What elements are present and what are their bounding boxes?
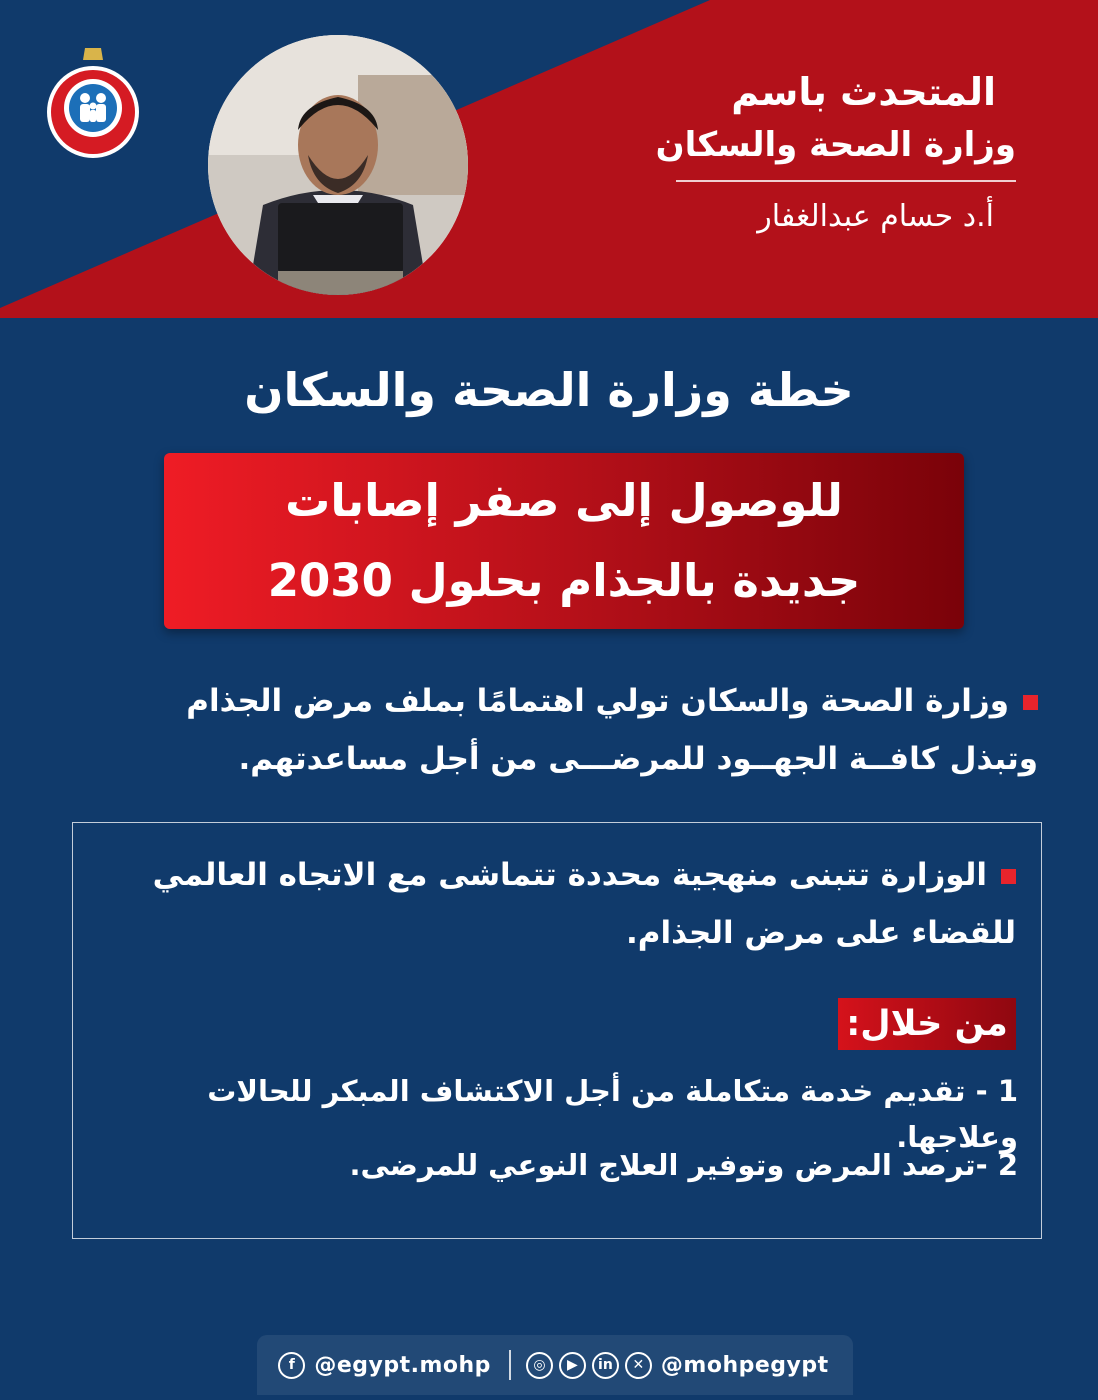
highlight-line-2: جديدة بالجذام بحلول 2030 (267, 554, 861, 607)
highlight-box (164, 453, 964, 629)
social-divider (509, 1350, 511, 1380)
facebook-icon[interactable]: f (278, 1352, 305, 1379)
x-icon[interactable]: ✕ (625, 1352, 652, 1379)
highlight-line-1: للوصول إلى صفر إصابات (285, 474, 843, 527)
main-title: خطة وزارة الصحة والسكان (244, 363, 854, 417)
bullet-square-icon (1001, 869, 1016, 884)
bullet-item (116, 846, 1016, 962)
youtube-icon[interactable]: ▶ (559, 1352, 586, 1379)
facebook-handle[interactable]: @egypt.mohp (314, 1352, 491, 1378)
bullet-text: وزارة الصحة والسكان تولي اهتمامًا بملف مرض الجذام وتبذل كافــة الجهــود للمرضـــى من أجل مساعدتهم. (186, 683, 1038, 777)
linkedin-icon[interactable]: in (592, 1352, 619, 1379)
ministry-logo (43, 46, 143, 161)
social-bar (257, 1335, 853, 1395)
bullet-text: الوزارة تتبنى منهجية محددة تتماشى مع الاتجاه العالمي للقضاء على مرض الجذام. (152, 857, 1016, 951)
list-item: 2 -ترصد المرض وتوفير العلاج النوعي للمرضى. (349, 1148, 1018, 1182)
header-text (616, 64, 1016, 242)
speaker-photo (208, 35, 468, 295)
header-divider (676, 180, 1016, 182)
ministry-of-health-logo-icon (43, 46, 143, 161)
bullet-square-icon (1023, 695, 1038, 710)
header-spokesperson: المتحدث باسم (731, 70, 996, 114)
list-item: 1 - تقديم خدمة متكاملة من أجل الاكتشاف المبكر للحالات وعلاجها. (207, 1074, 1018, 1154)
social-handle[interactable]: @mohpegypt (660, 1352, 829, 1378)
header-ministry: وزارة الصحة والسكان (655, 125, 1016, 165)
instagram-icon[interactable]: ◎ (526, 1352, 553, 1379)
bullet-item (108, 672, 1038, 788)
header-speaker-name: أ.د حسام عبدالغفار (757, 199, 994, 234)
through-label: من خلال: (838, 998, 1016, 1050)
